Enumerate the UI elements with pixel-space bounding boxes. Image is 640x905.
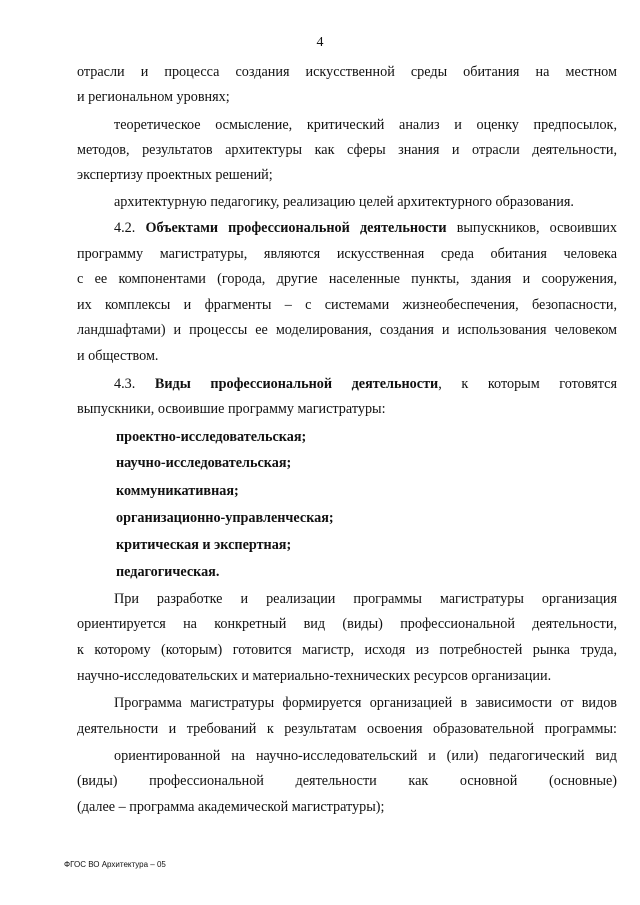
text-line: теоретическое осмысление, критический анализ и оценку предпосылок,: [114, 117, 617, 133]
page-number: 4: [316, 35, 324, 50]
section-4-3-heading-line: [114, 374, 617, 394]
text-line: научно-исследовательских и материально-технических ресурсов организации.: [77, 668, 552, 684]
text-line: ландшафтами) и процессы ее моделирования, создания и использования человеком: [77, 322, 617, 338]
list-item: критическая и экспертная;: [116, 537, 292, 553]
list-item: коммуникативная;: [116, 483, 239, 499]
section-number: 4.3.: [114, 376, 136, 392]
text-line: программу магистратуры, являются искусственная среда обитания человека: [77, 246, 617, 262]
section-4-2-heading-line: [114, 218, 617, 238]
text-span: , к которым готовятся: [438, 376, 617, 392]
section-number: 4.2.: [114, 220, 136, 236]
text-line: При разработке и реализации программы магистратуры организация: [114, 591, 617, 607]
section-term-bold: Виды профессиональной деятельности: [154, 376, 439, 392]
list-item: педагогическая.: [116, 564, 220, 580]
text-line: методов, результатов архитектуры как сферы знания и отрасли деятельности,: [77, 142, 617, 158]
text-line: (виды) профессиональной деятельности как основной (основные): [77, 773, 617, 789]
text-line: экспертизу проектных решений;: [77, 167, 273, 183]
text-span: выпускников, освоивших: [456, 220, 617, 236]
section-term-bold: Объектами профессиональной деятельности: [145, 220, 447, 236]
page-footer: ФГОС ВО Архитектура – 05: [64, 860, 166, 869]
text-line: их комплексы и фрагменты – с системами жизнеобеспечения, безопасности,: [77, 297, 617, 313]
text-line: выпускники, освоившие программу магистратуры:: [77, 401, 386, 417]
text-line: архитектурную педагогику, реализацию целей архитектурного образования.: [114, 194, 574, 210]
list-item: научно-исследовательская;: [116, 455, 292, 471]
text-line: (далее – программа академической магистратуры);: [77, 799, 385, 815]
text-line: Программа магистратуры формируется организацией в зависимости от видов: [114, 695, 617, 711]
text-line: и региональном уровнях;: [77, 89, 230, 105]
text-line: деятельности и требований к результатам освоения образовательной программы:: [77, 721, 617, 737]
text-line: к которому (которым) готовится магистр, исходя из потребностей рынка труда,: [77, 642, 617, 658]
text-line: ориентируется на конкретный вид (виды) профессиональной деятельности,: [77, 616, 617, 632]
text-line: с ее компонентами (города, другие населенные пункты, здания и сооружения,: [77, 271, 617, 287]
text-line: отрасли и процесса создания искусственной среды обитания на местном: [77, 64, 617, 80]
text-line: ориентированной на научно-исследовательский и (или) педагогический вид: [114, 748, 617, 764]
list-item: проектно-исследовательская;: [116, 429, 307, 445]
text-line: и обществом.: [77, 348, 159, 364]
list-item: организационно-управленческая;: [116, 510, 334, 526]
